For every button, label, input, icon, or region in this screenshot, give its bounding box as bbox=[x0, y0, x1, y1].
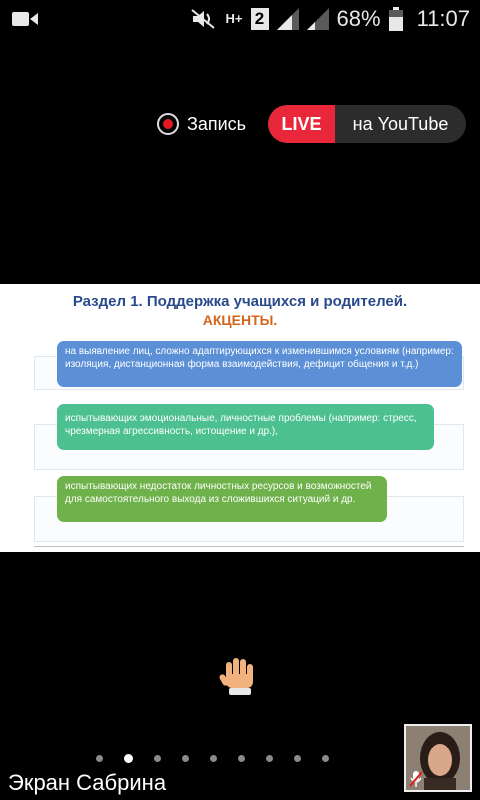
mute-icon bbox=[190, 8, 218, 30]
slide-title: Раздел 1. Поддержка учащихся и родителей. bbox=[72, 293, 408, 310]
signal-icon bbox=[307, 8, 329, 30]
slide-point-1: на выявление лиц, сложно адаптирующихся к изменившимся условиям (например: изоляция, дистанционная форма взаимодействия, дефицит общения и т.д.) bbox=[57, 341, 462, 387]
slide-subtitle: АКЦЕНТЫ. bbox=[202, 312, 278, 328]
raised-hand-icon bbox=[219, 656, 261, 698]
page-dot[interactable] bbox=[210, 755, 217, 762]
page-dot[interactable] bbox=[182, 755, 189, 762]
status-bar bbox=[0, 0, 480, 38]
live-youtube-button[interactable] bbox=[268, 105, 466, 143]
signal-icon bbox=[277, 8, 299, 30]
participant-video-thumbnail[interactable] bbox=[404, 724, 472, 792]
screen-owner-label: Экран Сабрина bbox=[8, 770, 167, 795]
slide-point-3: испытывающих недостаток личностных ресурсов и возможностей для самостоятельного выхода из сложившихся ситуаций и др. bbox=[57, 476, 387, 522]
live-badge: LIVE bbox=[268, 105, 335, 143]
page-dot[interactable] bbox=[238, 755, 245, 762]
battery-icon bbox=[389, 7, 403, 31]
battery-percent: 68% bbox=[336, 6, 381, 31]
video-camera-icon bbox=[12, 10, 38, 28]
network-type: H+ bbox=[225, 11, 243, 26]
record-label: Запись bbox=[187, 113, 247, 134]
youtube-label: на YouTube bbox=[352, 113, 449, 134]
clock: 11:07 bbox=[416, 6, 470, 31]
shared-screen-slide bbox=[0, 284, 480, 552]
page-dot[interactable] bbox=[124, 754, 133, 763]
sim-badge: 2 bbox=[251, 8, 269, 30]
page-dot[interactable] bbox=[96, 755, 103, 762]
record-toggle[interactable] bbox=[157, 104, 246, 144]
page-indicator[interactable] bbox=[96, 755, 329, 763]
page-dot[interactable] bbox=[322, 755, 329, 762]
record-icon bbox=[157, 113, 179, 135]
slide-footer-line bbox=[34, 546, 464, 547]
page-dot[interactable] bbox=[154, 755, 161, 762]
slide-point-2: испытывающих эмоциональные, личностные проблемы (например: стресс, чрезмерная агрессивность, истощение и др.), bbox=[57, 404, 434, 450]
mic-muted-icon bbox=[409, 770, 423, 788]
page-dot[interactable] bbox=[294, 755, 301, 762]
page-dot[interactable] bbox=[266, 755, 273, 762]
